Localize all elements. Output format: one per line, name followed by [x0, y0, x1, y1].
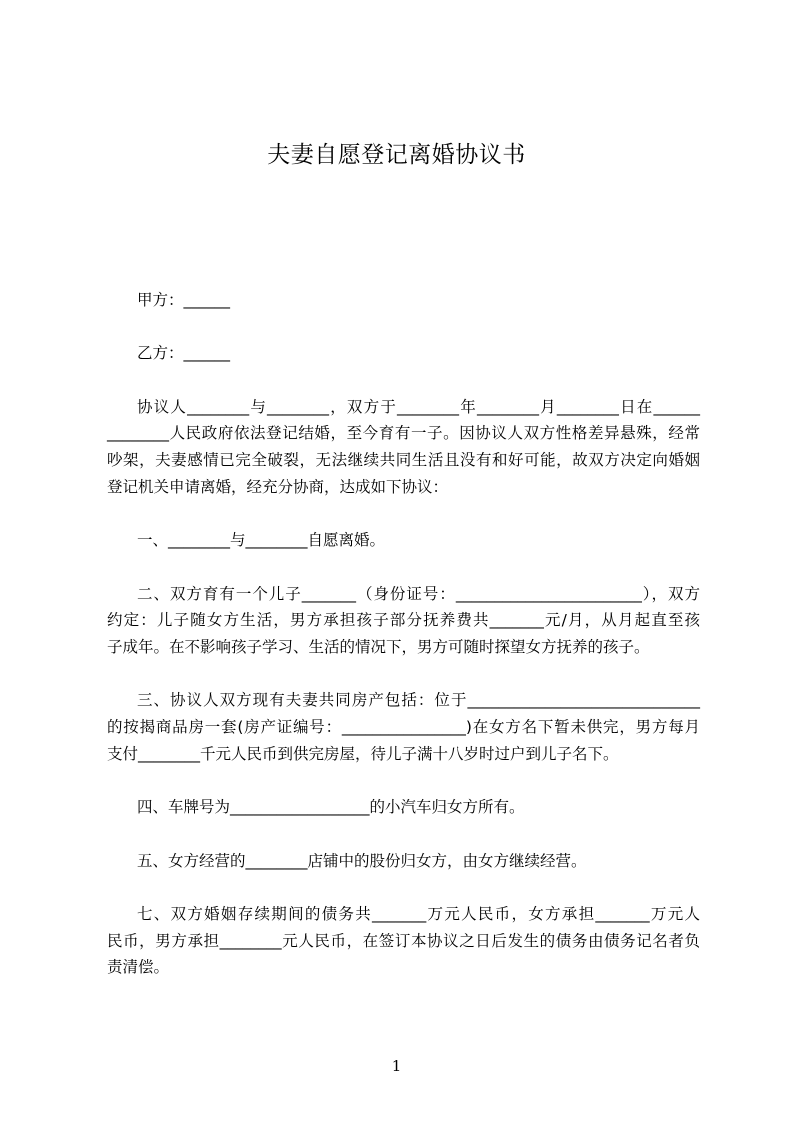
- preamble-paragraph: [107, 394, 700, 501]
- clause-line: 一、________与________自愿离婚。: [137, 531, 386, 550]
- party-a-line: 甲方：______: [137, 291, 231, 309]
- party-a-paragraph: [107, 287, 700, 314]
- clause-line: 三、协议人双方现有夫妻共同房产包括：位于______________________________: [137, 691, 700, 710]
- clause-7: [107, 901, 700, 981]
- clause-line: 的按揭商品房一套(房产证编号：________________)在女方名下暂未供完，男方每月: [107, 718, 700, 737]
- clause-2: [107, 581, 700, 661]
- preamble-line: 协议人________与________，双方于________年________月________日在______: [137, 397, 700, 416]
- party-b-paragraph: [107, 340, 700, 367]
- clause-line: 七、双方婚姻存续期间的债务共_______万元人民币，女方承担_______万元人: [137, 905, 700, 924]
- clause-line: 二、双方育有一个儿子_______（身份证号：________________________），双方: [137, 584, 700, 603]
- preamble-line: 吵架，夫妻感情已完全破裂，无法继续共同生活且没有和好可能，故双方决定向婚姻: [107, 451, 700, 470]
- clause-1: [107, 527, 700, 554]
- page-number: 1: [391, 1057, 402, 1075]
- document-title: 夫妻自愿登记离婚协议书: [267, 142, 526, 168]
- clause-line: 民币，男方承担________元人民币，在签订本协议之日后发生的债务由债务记名者负: [107, 931, 700, 950]
- clause-line: 子成年。在不影响孩子学习、生活的情况下，男方可随时探望女方抚养的孩子。: [107, 638, 650, 657]
- clause-3: [107, 687, 700, 767]
- document-body: [107, 287, 700, 1008]
- party-b-line: 乙方：______: [137, 344, 231, 363]
- clause-5: [107, 848, 700, 875]
- clause-line: 支付________千元人民币到供完房屋，待儿子满十八岁时过户到儿子名下。: [107, 744, 619, 763]
- clause-line: 责清偿。: [107, 958, 170, 977]
- preamble-line: 登记机关申请离婚，经充分协商，达成如下协议：: [107, 477, 449, 496]
- clause-4: [107, 794, 700, 821]
- preamble-line: ________人民政府依法登记结婚，至今育有一子。因协议人双方性格差异悬殊，经常: [107, 424, 700, 443]
- clause-line: 五、女方经营的________店铺中的股份归女方，由女方继续经营。: [137, 851, 587, 870]
- clause-line: 约定：儿子随女方生活，男方承担孩子部分抚养费共_______元/月，从月起直至孩: [107, 611, 700, 630]
- clause-line: 四、车牌号为__________________的小汽车归女方所有。: [137, 798, 525, 817]
